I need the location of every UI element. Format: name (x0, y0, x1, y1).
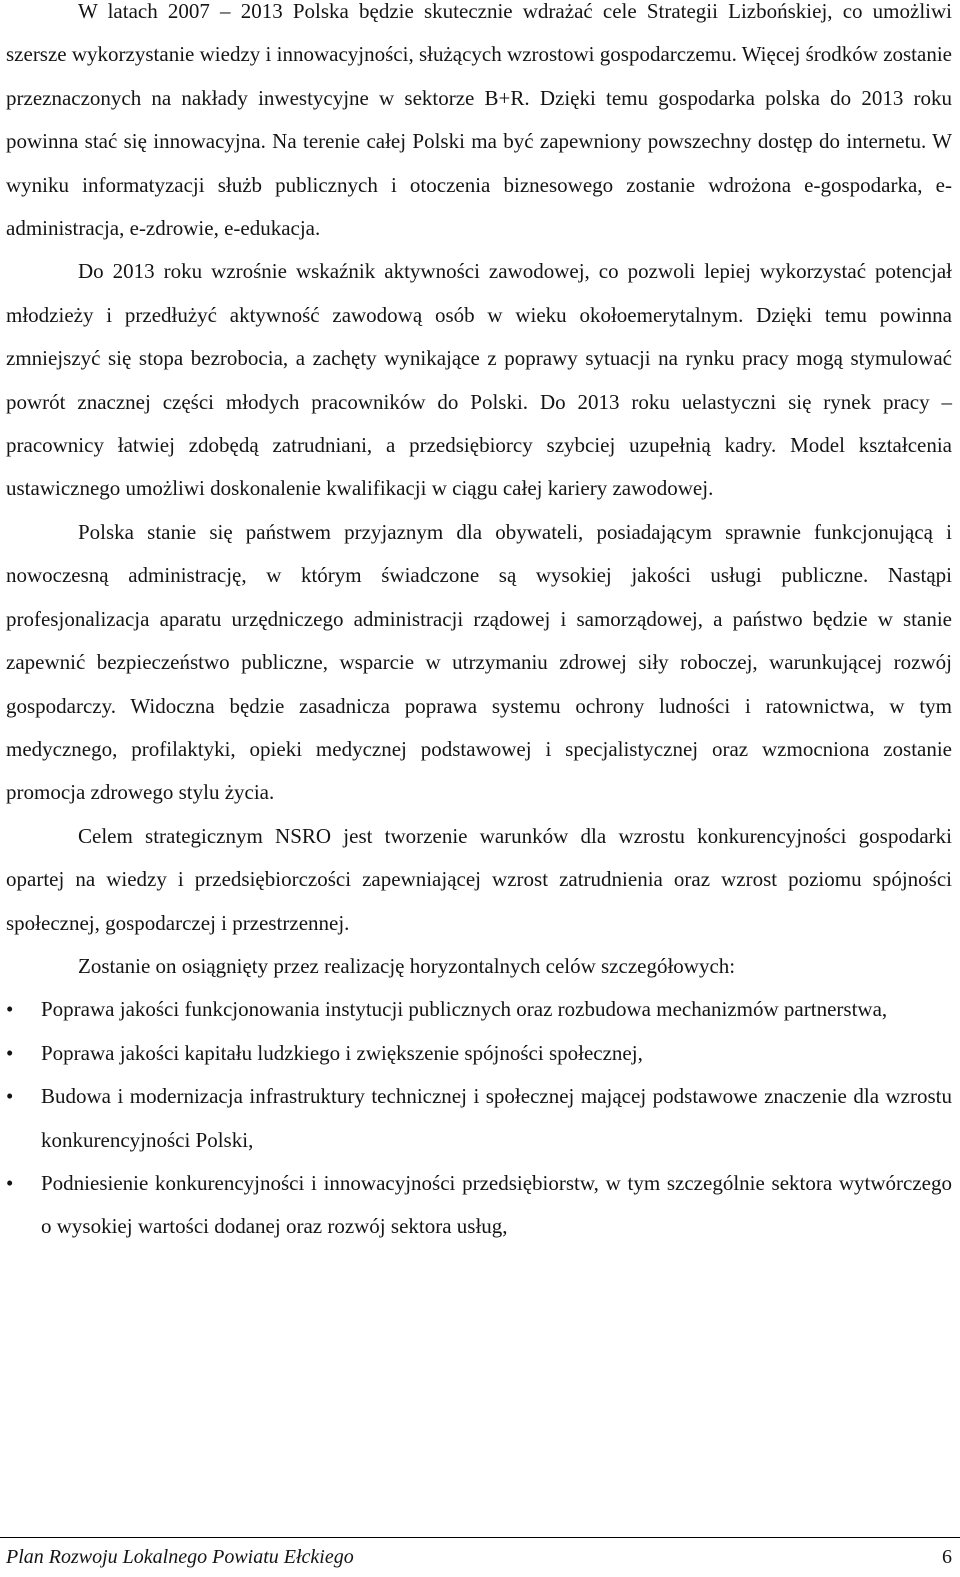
paragraph-public-administration: Polska stanie się państwem przyjaznym dla obywateli, posiadającym sprawnie funkcjonującą i nowoczesną administrację, w którym świadczone są wysokiej jakości usługi publiczne. Nastąpi profesjonalizacja aparatu urzędniczego administracji rządowej i samorządowej, a państwo będzie w stanie zapewnić bezpieczeństwo publiczne, wsparcie w utrzymaniu zdrowej siły roboczej, warunkującej rozwój gospodarczy. Widoczna będzie zasadnicza poprawa systemu ochrony ludności i ratownictwa, w tym medycznego, profilaktyki, opieki medycznej podstawowej i specjalistycznej oraz wzmocniona zostanie promocja zdrowego stylu życia. (6, 519, 952, 805)
bullet-icon: • (6, 1040, 14, 1065)
list-item (6, 1162, 952, 1249)
paragraph-labour-market: Do 2013 roku wzrośnie wskaźnik aktywności zawodowej, co pozwoli lepiej wykorzystać potencjał młodzieży i przedłużyć aktywność zawodową osób w wieku okołoemerytalnym. Dzięki temu powinna zmniejszyć się stopa bezrobocia, a zachęty wynikające z poprawy sytuacji na rynku pracy mogą stymulować powrót znacznej części młodych pracowników do Polski. Do 2013 roku uelastyczni się rynek pracy – pracownicy łatwiej zdobędą zatrudniani, a przedsiębiorcy szybciej uzupełnią kadry. Model kształcenia ustawicznego umożliwi doskonalenie kwalifikacji w ciągu całej kariery zawodowej. (6, 259, 952, 501)
bullet-icon: • (6, 1170, 14, 1195)
list-item-text: Poprawa jakości funkcjonowania instytucji publicznych oraz rozbudowa mechanizmów partnerstwa, (41, 997, 888, 1022)
list-item (6, 1075, 952, 1162)
list-item-text: Poprawa jakości kapitału ludzkiego i zwiększenie spójności społecznej, (41, 1040, 643, 1065)
list-item-text: Podniesienie konkurencyjności i innowacyjności przedsiębiorstw, w tym szczególnie sektora wytwórczego o wysokiej wartości dodanej oraz rozwój sektora usług, (41, 1170, 952, 1239)
bullet-icon: • (6, 997, 14, 1022)
horizontal-goals-list (6, 988, 952, 1248)
list-item-text: Budowa i modernizacja infrastruktury technicznej i społecznej mającej podstawowe znaczenie dla wzrostu konkurencyjności Polski, (41, 1084, 952, 1152)
list-item (6, 1032, 952, 1075)
bullet-icon: • (6, 1084, 14, 1109)
page-footer (6, 1543, 952, 1571)
footer-divider (0, 1537, 960, 1538)
paragraph-nsro-goal: Celem strategicznym NSRO jest tworzenie warunków dla wzrostu konkurencyjności gospodarki opartej na wiedzy i przedsiębiorczości zapewniającej wzrost zatrudnienia oraz wzrost poziomu spójności społecznej, gospodarczej i przestrzennej. (6, 823, 952, 935)
footer-document-title: Plan Rozwoju Lokalnego Powiatu Ełckiego (6, 1546, 354, 1568)
page-number: 6 (942, 1546, 952, 1568)
paragraph-lisbon-strategy: W latach 2007 – 2013 Polska będzie skutecznie wdrażać cele Strategii Lizbońskiej, co umożliwi szersze wykorzystanie wiedzy i innowacyjności, służących wzrostowi gospodarczemu. Więcej środków zostanie przeznaczonych na nakłady inwestycyjne w sektorze B+R. Dzięki temu gospodarka polska do 2013 roku powinna stać się innowacyjna. Na terenie całej Polski ma być zapewniony powszechny dostęp do internetu. W wyniku informatyzacji służb publicznych i otoczenia biznesowego zostanie wdrożona e-gospodarka, e-administracja, e-zdrowie, e-edukacja. (6, 0, 952, 241)
paragraph-horizontal-goals-intro: Zostanie on osiągnięty przez realizację horyzontalnych celów szczegółowych: (78, 953, 736, 978)
list-item (6, 988, 952, 1031)
document-body (6, 0, 952, 1249)
